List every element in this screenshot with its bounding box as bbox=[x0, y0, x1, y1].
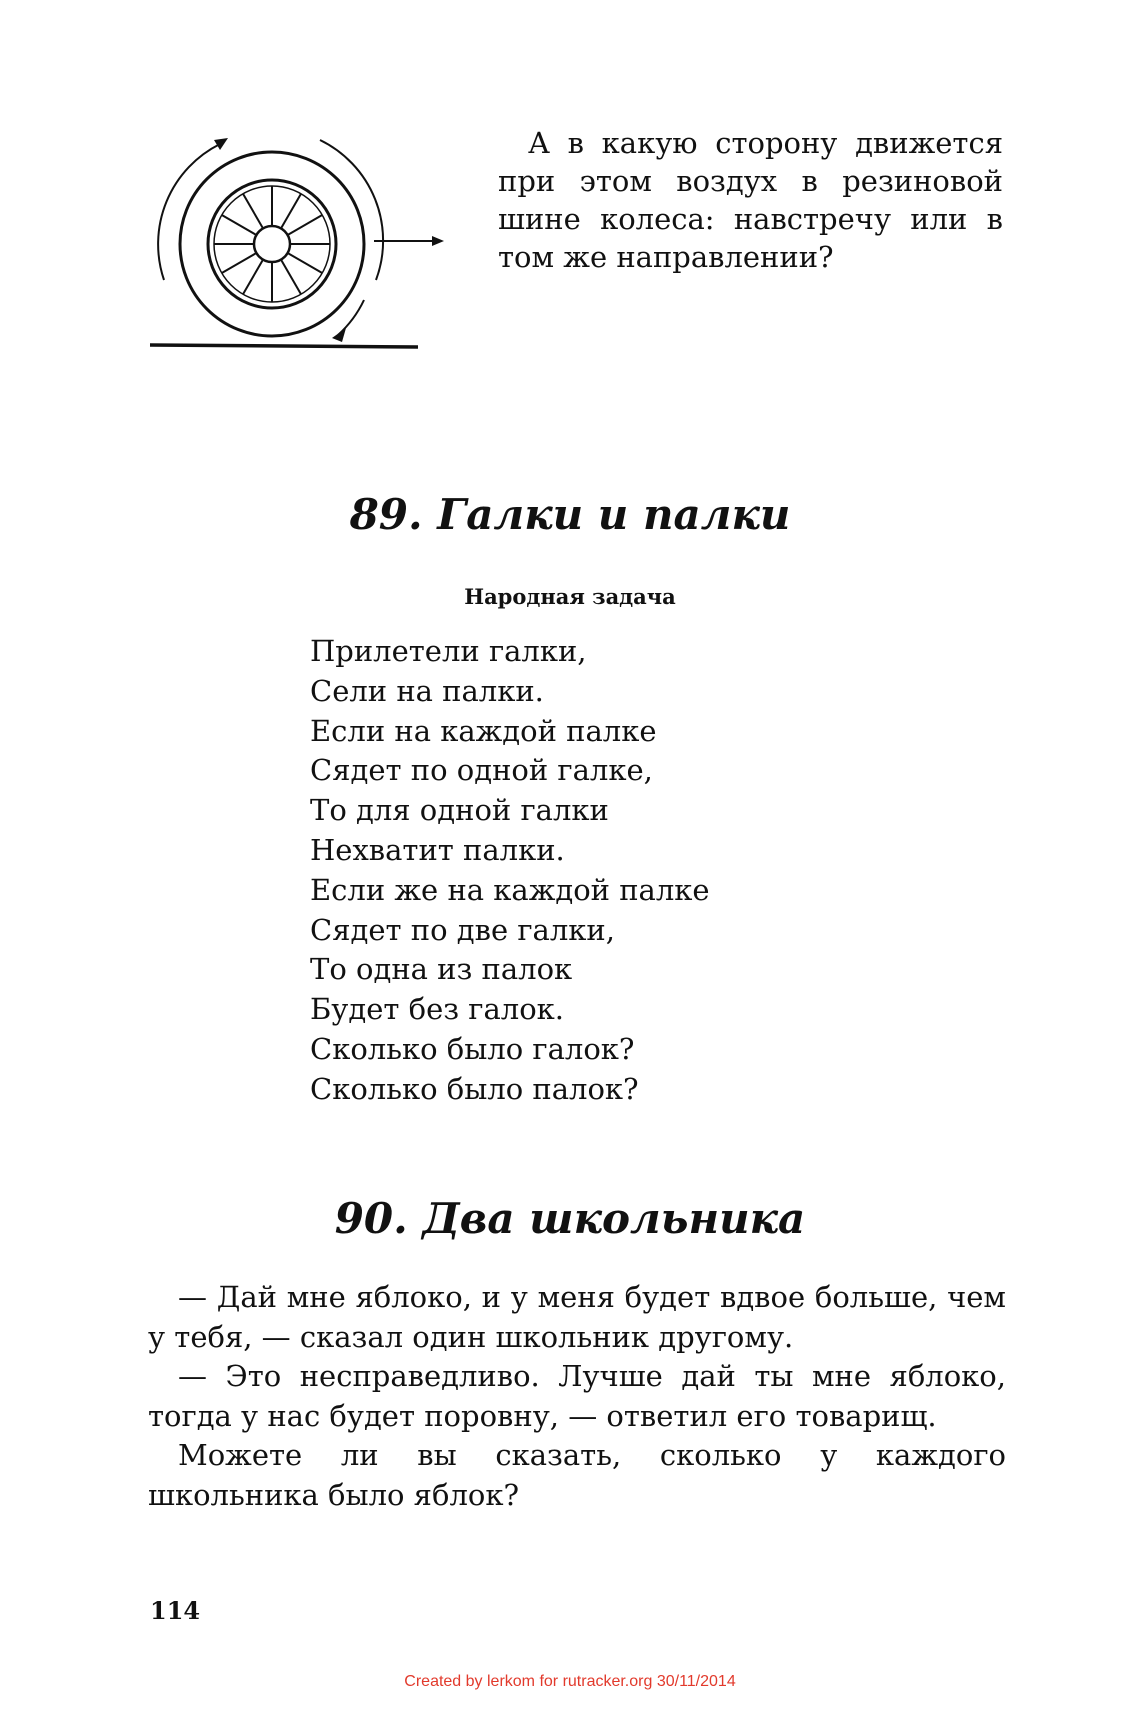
poem-line: Сядет по одной галке, bbox=[310, 753, 653, 788]
poem-line: То одна из палок bbox=[310, 952, 573, 987]
arc-arrow-head-left bbox=[214, 138, 228, 150]
problem-89-subtitle: Народная задача bbox=[464, 584, 676, 609]
poem-line: Сядет по две галки, bbox=[310, 912, 615, 947]
poem-line: Сколько было галок? bbox=[310, 1031, 635, 1066]
wheel-hub bbox=[254, 226, 290, 262]
intro-text: А в какую сторону движется при этом воздух в резиновой шине колеса: навстречу или в том же направлении? bbox=[498, 126, 1003, 274]
poem-line: Сколько было палок? bbox=[310, 1071, 639, 1106]
poem-line: Если на каждой палке bbox=[310, 713, 657, 748]
problem-89-title: 89. Галки и палки bbox=[349, 490, 791, 539]
poem-line: Прилетели галки, bbox=[310, 634, 587, 668]
story-paragraph: — Дай мне яблоко, и у меня будет вдвое больше, чем у тебя, — сказал один школьник другому. bbox=[148, 1280, 1006, 1354]
arrow-head bbox=[432, 236, 444, 246]
poem-line: Сели на палки. bbox=[310, 673, 544, 708]
arc-arrow-head-bottom bbox=[332, 328, 346, 342]
poem bbox=[310, 632, 710, 1110]
problem-90-text bbox=[148, 1278, 1006, 1515]
poem-line: То для одной галки bbox=[310, 793, 609, 828]
rotation-arc-right bbox=[320, 140, 383, 280]
watermark-credit: Created by lerkom for rutracker.org 30/11/2014 bbox=[404, 1673, 736, 1690]
poem-line: Будет без галок. bbox=[310, 992, 565, 1027]
poem-line: Нехватит палки. bbox=[310, 832, 565, 867]
wheel-illustration bbox=[150, 130, 490, 390]
ground-line bbox=[150, 345, 418, 347]
poem-line: Если же на каждой палке bbox=[310, 872, 710, 907]
story-paragraph: — Это несправедливо. Лучше дай ты мне яблоко, тогда у нас будет поровну, — ответил его товарищ. bbox=[148, 1359, 1006, 1433]
page-number: 114 bbox=[150, 1596, 201, 1625]
intro-question bbox=[498, 124, 1003, 276]
story-paragraph: Можете ли вы сказать, сколько у каждого школьника было яблок? bbox=[148, 1438, 1006, 1512]
problem-90-title: 90. Два школьника bbox=[334, 1194, 806, 1243]
